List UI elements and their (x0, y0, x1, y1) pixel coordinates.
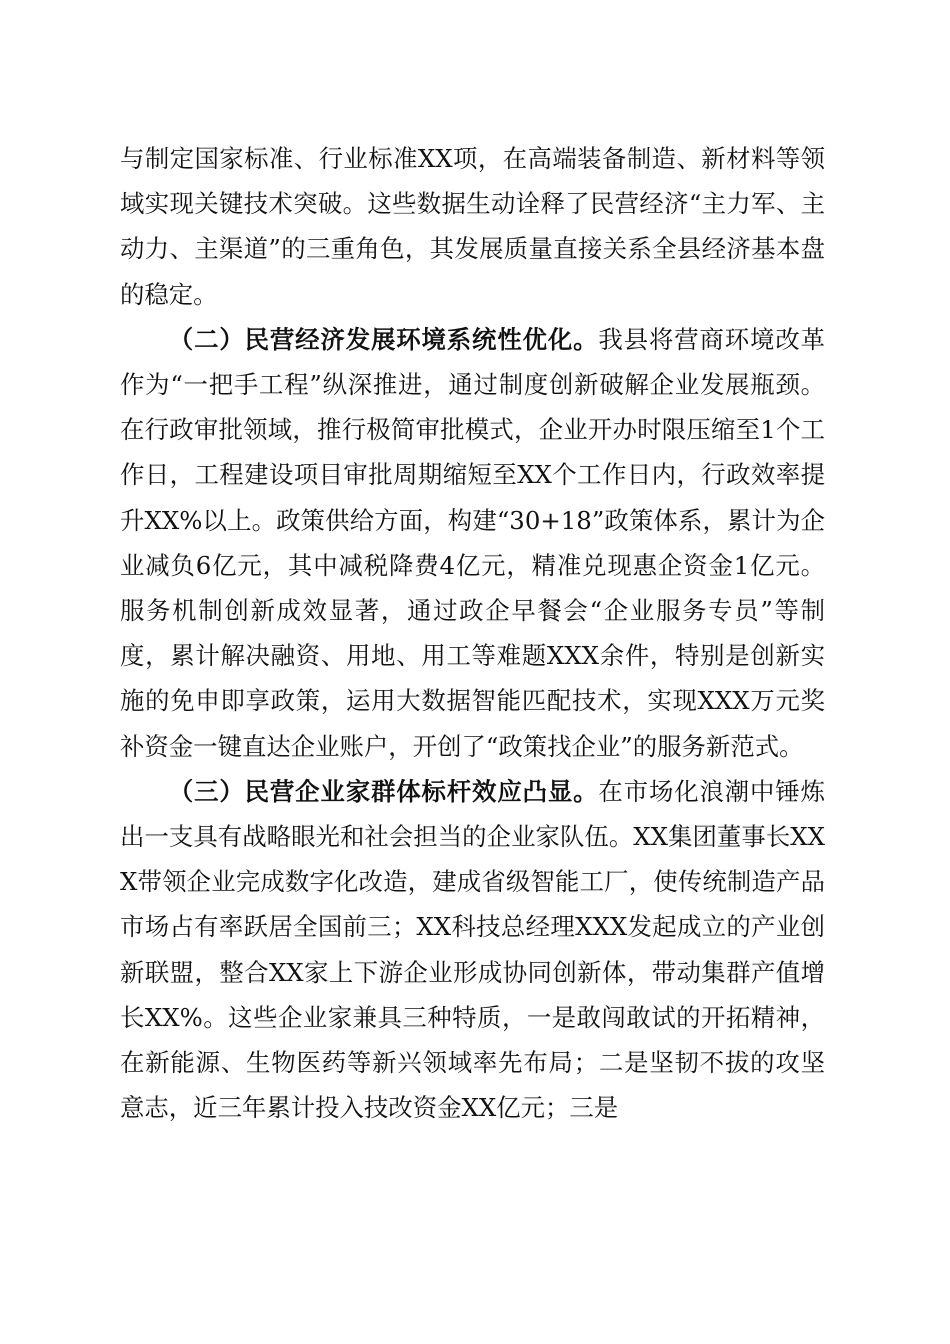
paragraph-3-text: 在市场化浪潮中锤炼出一支具有战略眼光和社会担当的企业家队伍。XX集团董事长XXX带领企业完成数字化改造，建成省级智能工厂，使传统制造产品市场占有率跃居全国前三；XX科技总经理XXX发起成立的产业创新联盟，整合XX家上下游企业形成协同创新体，带动集群产值增长XX%。这些企业家兼具三种特质，一是敢闯敢试的开拓精神，在新能源、生物医药等新兴领域率先布局；二是坚韧不拔的攻坚意志，近三年累计投入技改资金XX亿元；三是 (120, 776, 825, 1123)
paragraph-2 (120, 317, 825, 769)
paragraph-3-heading: （三）民营企业家群体标杆效应凸显。 (168, 776, 599, 806)
body-text (120, 136, 825, 1130)
paragraph-1 (120, 136, 825, 317)
paragraph-2-text: 我县将营商环境改革作为“一把手工程”纵深推进，通过制度创新破解企业发展瓶颈。在行政审批领域，推行极简审批模式，企业开办时限压缩至1个工作日，工程建设项目审批周期缩短至XX个工作日内，行政效率提升XX%以上。政策供给方面，构建“30+18”政策体系，累计为企业减负6亿元，其中减税降费4亿元，精准兑现惠企资金1亿元。服务机制创新成效显著，通过政企早餐会“企业服务专员”等制度，累计解决融资、用地、用工等难题XXX余件，特别是创新实施的免申即享政策，运用大数据智能匹配技术，实现XXX万元奖补资金一键直达企业账户，开创了“政策找企业”的服务新范式。 (120, 324, 825, 761)
paragraph-2-heading: （二）民营经济发展环境系统性优化。 (168, 324, 599, 354)
paragraph-1-text: 与制定国家标准、行业标准XX项，在高端装备制造、新材料等领域实现关键技术突破。这些数据生动诠释了民营经济“主力军、主动力、主渠道”的三重角色，其发展质量直接关系全县经济基本盘的稳定。 (120, 144, 825, 309)
paragraph-3 (120, 769, 825, 1131)
